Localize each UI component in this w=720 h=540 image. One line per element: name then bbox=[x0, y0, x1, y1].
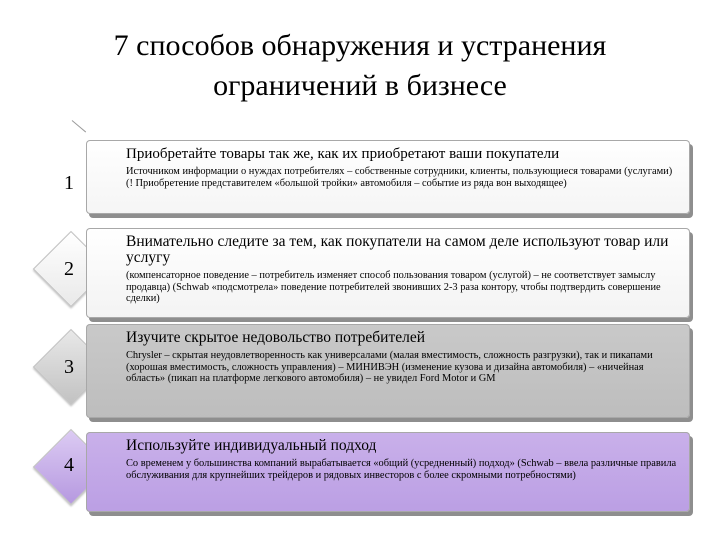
item-heading-2: Внимательно следите за тем, как покупатели на самом деле используют товар или услугу bbox=[126, 233, 669, 266]
item-body-4: Со временем у большинства компаний вырабатывается «общий (усредненный) подход» (Schwab – ввела различные правила обслуживания для крупнейших трейдеров и рядовых инвесторов с более скромными потребностями) bbox=[126, 458, 677, 481]
title-line-1: 7 способов обнаружения и устранения bbox=[113, 29, 607, 62]
item-body-2: (компенсаторное поведение – потребитель изменяет способ пользования товаром (услугой) – не соответствует замыслу продавца) (Schwab «подсмотрела» поведение потребителей звонивших 2-3 раза контору, чтобы подтвердить совершение сделки) bbox=[126, 270, 661, 305]
title-line-2: ограничений в бизнесе bbox=[213, 69, 507, 102]
item-number-2: 2 bbox=[64, 258, 74, 280]
item-heading-4: Используйте индивидуальный подход bbox=[126, 437, 377, 454]
item-card-3 bbox=[86, 324, 690, 418]
item-number-1: 1 bbox=[64, 172, 74, 194]
item-heading-1: Приобретайте товары так же, как их приобретают ваши покупатели bbox=[126, 146, 560, 162]
item-number-4: 4 bbox=[64, 454, 74, 476]
item-body-1: Источником информации о нуждах потребителях – собственные сотрудники, клиенты, пользующиеся товарами (услугами) (! Приобретение представителем «большой тройки» автомобиля – событие из ряда вон выходящее) bbox=[126, 166, 673, 189]
item-heading-3: Изучите скрытое недовольство потребителей bbox=[126, 329, 426, 346]
item-number-3: 3 bbox=[64, 356, 74, 378]
item-card-4 bbox=[86, 432, 690, 512]
page-title bbox=[40, 26, 680, 106]
item-card-1 bbox=[86, 140, 690, 214]
item-body-3: Chrysler – скрытая неудовлетворенность как универсалами (малая вместимость, сложность разгрузки), так и пикапами (хорошая вместимость, сложность управления) – МИНИВЭН (изменение кузова и дизайна автомобиля) – «ничейная область» (пикап на платформе легкового автомобиля) – не увидел Ford Motor и GM bbox=[126, 350, 653, 385]
item-card-2 bbox=[86, 228, 690, 318]
decorative-slash bbox=[72, 120, 86, 132]
